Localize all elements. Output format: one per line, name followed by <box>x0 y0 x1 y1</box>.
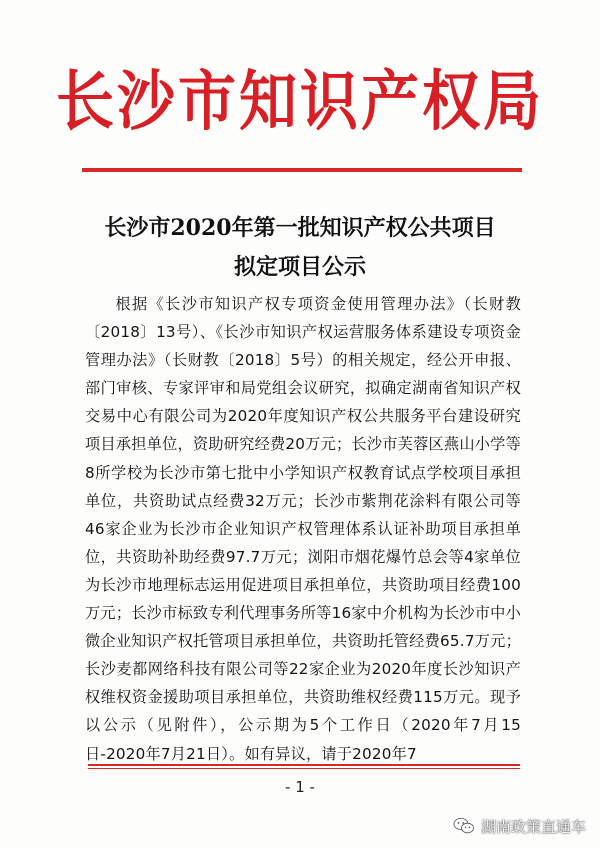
header-red-rule <box>82 168 522 172</box>
title-line-2: 拟定项目公示 <box>233 254 366 280</box>
wechat-icon <box>453 817 475 835</box>
title-line-1: 长沙市2020年第一批知识产权公共项目 <box>104 215 496 241</box>
page-number: - 1 - <box>285 778 315 796</box>
header-organization: 长沙市知识产权局 <box>55 63 544 140</box>
footer-red-rule <box>88 764 520 766</box>
footer-red-rule-thin <box>88 768 520 769</box>
watermark <box>453 815 586 837</box>
document-title <box>60 209 540 287</box>
watermark-text: 湖南政策直通车 <box>480 817 586 836</box>
body-paragraph: 根据《长沙市知识产权专项资金使用管理办法》（长财教〔2018〕13号）、《长沙市知识产权运营服务体系建设专项资金管理办法》（长财教〔2018〕5号）的相关规定，经公开申报、部门审核、专家评审和局党组会议研究，拟确定湖南省知识产权交易中心有限公司为2020年度知识产权公共服务平台建设研究项目承担单位，资助研究经费20万元；长沙市芙蓉区燕山小学等8所学校为长沙市第七批中小学知识产权教育试点学校项目承担单位，共资助试点经费32万元；长沙市紫荆花涂料有限公司等46家企业为长沙市企业知识产权管理体系认证补助项目承担单位，共资助补助经费97.7万元；浏阳市烟花爆竹总会等4家单位为长沙市地理标志运用促进项目承担单位，共资助项目经费100万元；长沙市标致专利代理事务所等16家中介机构为长沙市中小微企业知识产权托管项目承担单位，共资助托管经费65.7万元；长沙麦都网络科技有限公司等22家企业为2020年度长沙知识产权维权资金援助项目承担单位，共资助维权经费115万元。现予以公示（见附件），公示期为5个工作日（2020年7月15日-2020年7月21日）。如有异议，请于2020年7 <box>85 295 521 763</box>
